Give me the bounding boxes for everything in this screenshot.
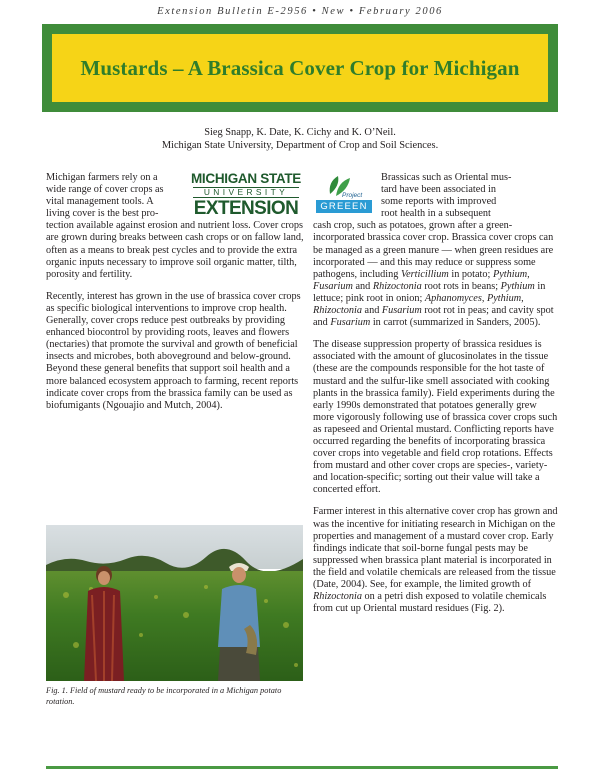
intro-line: living cover is the best pro- (46, 208, 159, 220)
pathogen-name: Rhizoctonia (313, 591, 362, 603)
pathogen-name: Pythium (500, 280, 535, 292)
right-column (313, 172, 558, 625)
project-label: Project (342, 192, 363, 199)
footer-rule (46, 766, 558, 769)
text-run: root rot in peas; and cavity spot and (313, 305, 554, 329)
text-run: Farmer interest in this alternative cover crop has grown and was the incentive for initiating research in Michigan on the properties and management of a mustard cover crop. Early findings indicate that soil-borne fungal pests may be suppressed when brassica plant material is incorporated in the field and volatile chemicals are released from the tissue (Date, 2004). See, for example, the limited growth of (313, 506, 558, 590)
disease-suppression-paragraph: The disease suppression property of brassica residues is associated with the amount of glucosinolates in the tissue (these are the compounds responsible for the hot taste of mustard and the sulfur-like smell associated with cooking plants in the brassica family). Field experiments during the early 1990s demonstrated that potatoes generally grew more vigorously following use of brassica cover crops such as rapeseed and Oriental mustard. Conflicting reports have occurred regarding the benefits of incorporating brassica cover crops into vegetable and field crop rotations. Effects from mustard and other cover crops are species-, variety- and location-specific; sorting out their value will take a concerted effort. (313, 339, 558, 496)
mustard-field-photo (46, 525, 303, 681)
green-label: GREEEN (316, 200, 372, 213)
pathogen-name: Fusarium (381, 305, 422, 317)
figure-caption: Fig. 1. Field of mustard ready to be incorporated in a Michigan potato rotation. (46, 686, 282, 706)
title-banner (42, 24, 558, 112)
page-title: Mustards – A Brassica Cover Crop for Michigan (80, 55, 520, 80)
text-run: root rots in beans; (421, 280, 501, 292)
text-run: and (352, 280, 373, 292)
brassica-line: root health in a subsequent (381, 208, 491, 220)
text-run: on a petri dish exposed to volatile chemicals from cut up Oriental mustard residues (Fig. 2). (313, 591, 547, 615)
farmer-interest-paragraph (313, 506, 558, 615)
affiliation: Michigan State University, Department of Crop and Soil Sciences. (161, 140, 439, 151)
msu-logo-line3: EXTENSION (193, 198, 299, 219)
intro-wrapped-lines (46, 172, 174, 220)
text-run: cash crop, such as potatoes, grown after a green-incorporated brassica cover crop. Brassica cover crops can be managed as a green manure — when green residues are incorporated — and this may reduce or suppress some pathogens, including (313, 220, 554, 280)
intro-line: vital management tools. A (46, 196, 154, 208)
intro-paragraph (46, 172, 305, 281)
text-run: and (361, 305, 382, 317)
pathogen-name: Pythium, Fusarium (313, 268, 530, 292)
msu-logo-line1: MICHIGAN STATE (190, 171, 302, 186)
brassica-line: tard have been associated in (381, 184, 496, 196)
authors: Sieg Snapp, K. Date, K. Cichy and K. O’Neil. (204, 127, 396, 138)
pathogen-name: Aphanomyces, Pythium, Rhizoctonia (313, 292, 524, 317)
brassica-wrapped-lines (381, 172, 558, 220)
intro-line: Michigan farmers rely on a (46, 172, 158, 183)
intro-line: wide range of cover crops as (46, 184, 164, 196)
mustard-field-image (46, 525, 303, 681)
left-column (46, 172, 305, 422)
text-run: in lettuce; pink root in onion; (313, 280, 546, 304)
pathogen-name: Verticillium (400, 268, 449, 280)
text-run: in potato; (448, 268, 493, 280)
brassica-line: Brassicas such as Oriental mus- (381, 172, 512, 183)
brassica-line: some reports with improved (381, 196, 497, 208)
pathogen-name: Rhizoctonia (372, 280, 422, 292)
msu-logo-line2: UNIVERSITY (193, 187, 299, 198)
intro-rest: tection available against erosion and nutrient loss. Cover crops are grown during breaks between cash crops or on fallow land, often as a means to break pest cycles and to provide the extra organic inputs necessary to improve soil organic matter, tilth, porosity and fertility. (46, 220, 304, 280)
brassica-paragraph (313, 172, 558, 329)
biofumigant-paragraph: Recently, interest has grown in the use of brassica cover crops as specific biological interventions to improve crop health. Generally, cover crops reduce pest outbreaks by providing enhanced biocontrol by providing roots, leaves and flowers (nectaries) that promote the survival and growth of beneficial insects and microbes, both aboveground and below-ground. Beyond these general benefits that support soil health and a more balanced ecosystem approach to farming, recent reports indicate cover crops from the brassica family can be used as biofumigants (Ngouajio and Mutch, 2004). (46, 290, 301, 411)
title-banner-inner (52, 34, 548, 102)
pathogen-name: Fusarium (330, 317, 371, 329)
bulletin-line: Extension Bulletin E-2956 • New • February 2006 (157, 6, 443, 17)
text-run: in carrot (summarized in Sanders, 2005). (370, 317, 541, 329)
